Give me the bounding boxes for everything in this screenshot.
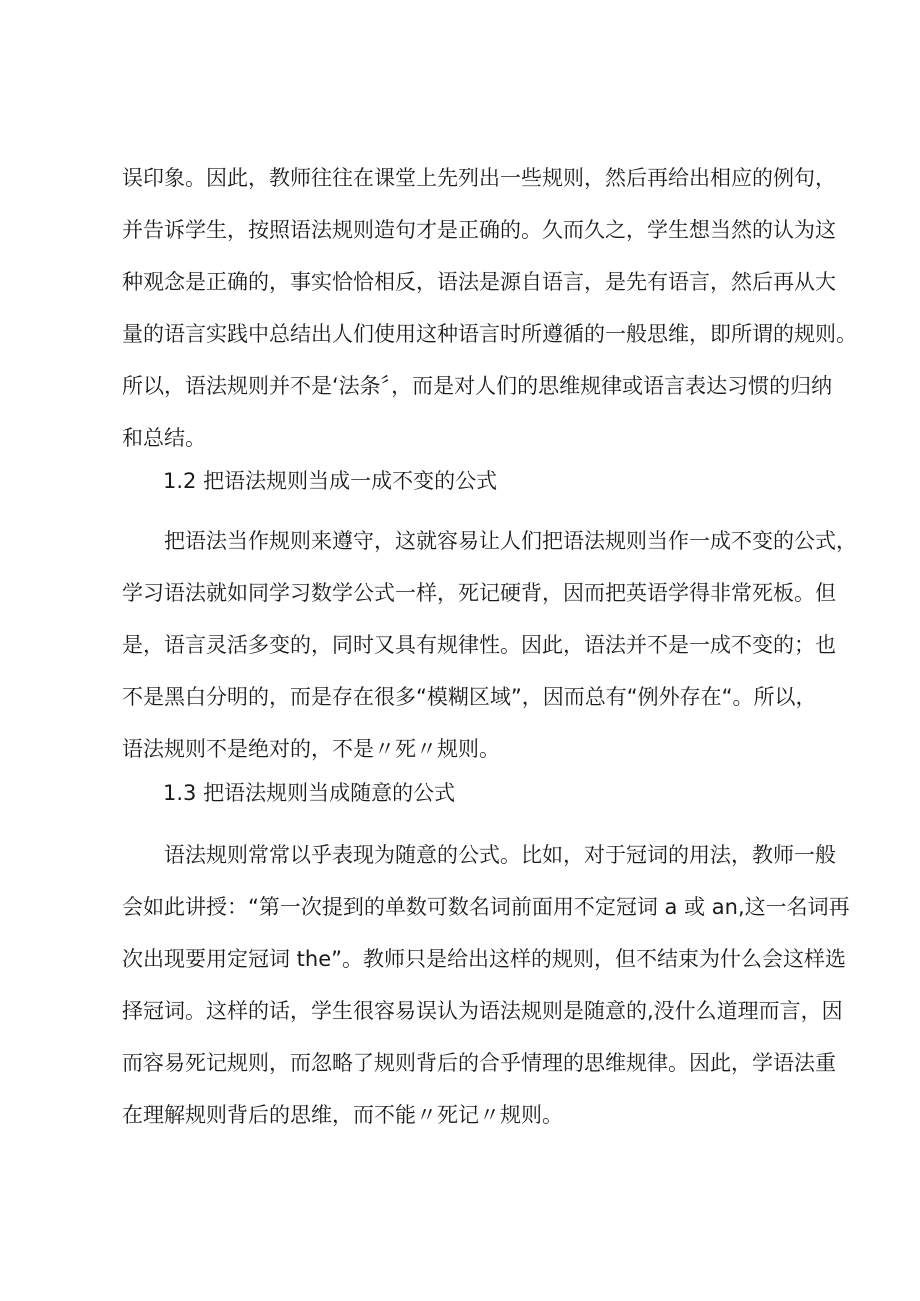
paragraph-2-line: 学习语法就如同学习数学公式一样，死记硬背，因而把英语学得非常死板。但 [122,581,836,605]
paragraph-3-line: 而容易死记规则，而忽略了规则背后的合乎情理的思维规律。因此，学语法重 [122,1051,836,1075]
paragraph-1-line: 并告诉学生，按照语法规则造句才是正确的。久而久之，学生想当然的认为这 [122,218,836,242]
paragraph-2-line: 不是黑白分明的，而是存在很多“模糊区域”，因而总有“例外存在“。所以， [122,685,817,709]
paragraph-3-line: 在理解规则背后的思维，而不能〃死记〃规则。 [122,1103,563,1127]
paragraph-3-line: 择冠词。这样的话，学生很容易误认为语法规则是随意的,没什么道理而言，因 [122,999,843,1023]
paragraph-1-line: 和总结。 [122,426,206,450]
section-heading-1-2: 1.2 把语法规则当成一成不变的公式 [163,469,498,493]
paragraph-1-line: 所以，语法规则并不是‘法条〞，而是对人们的思维规律或语言表达习惯的归纳 [122,374,833,398]
paragraph-3-line: 次出现要用定冠词 the”。教师只是给出这样的规则，但不结束为什么会这样选 [122,947,847,971]
paragraph-2-line: 语法规则不是绝对的，不是〃死〃规则。 [122,737,500,761]
paragraph-1-line: 量的语言实践中总结出人们使用这种语言时所遵循的一般思维，即所谓的规则。 [122,322,857,346]
paragraph-3-line: 语法规则常常以乎表现为随意的公式。比如，对于冠词的用法，教师一般 [164,843,836,867]
section-heading-1-3: 1.3 把语法规则当成随意的公式 [163,781,456,805]
paragraph-2-line: 是，语言灵活多变的，同时又具有规律性。因此，语法并不是一成不变的；也 [122,633,836,657]
paragraph-1-line: 误印象。因此，教师往往在课堂上先列出一些规则，然后再给出相应的例句， [122,166,836,190]
paragraph-3-line: 会如此讲授：“第一次提到的单数可数名词前面用不定冠词 a 或 an,这一名词再 [122,895,850,919]
paragraph-2-line: 把语法当作规则来遵守，这就容易让人们把语法规则当作一成不变的公式， [164,529,857,553]
paragraph-1-line: 种观念是正确的，事实恰恰相反，语法是源自语言，是先有语言，然后再从大 [122,270,836,294]
